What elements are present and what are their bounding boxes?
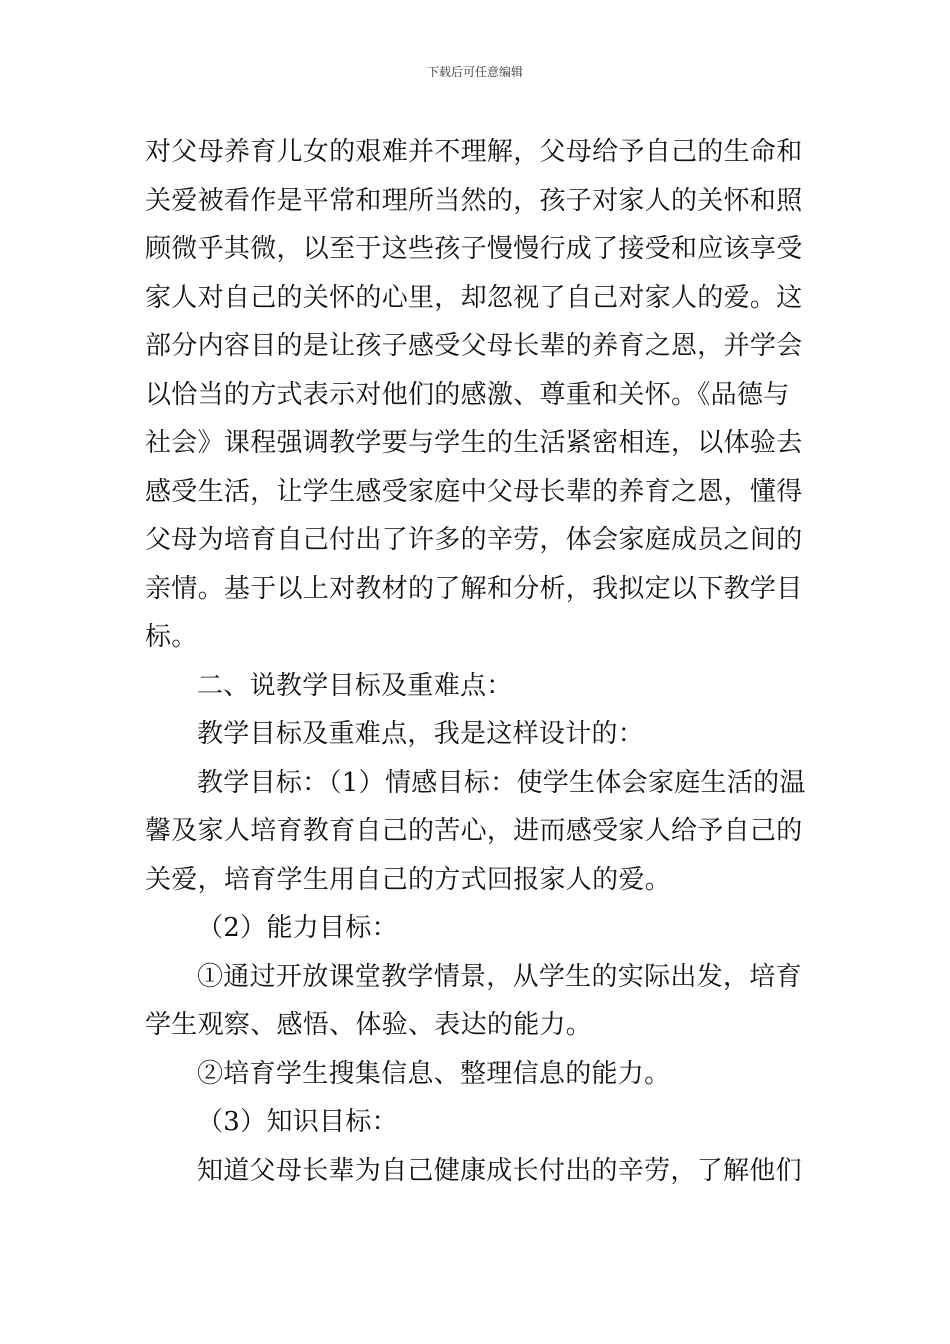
text-line: 顾微乎其微，以至于这些孩子慢慢行成了接受和应该享受 [145,234,803,264]
text-line: 社会》课程强调教学要与学生的生活紧密相连，以体验去 [145,428,803,458]
text-line: 父母为培育自己付出了许多的辛劳，体会家庭成员之间的 [145,525,803,555]
text-line: 亲情。基于以上对教材的了解和分析，我拟定以下教学目 [145,573,803,604]
text-line: ①通过开放课堂教学情景，从学生的实际出发，培育 [197,961,802,992]
text-line: 知道父母长辈为自己健康成长付出的辛劳，了解他们 [197,1155,802,1186]
text-line: ②培育学生搜集信息、整理信息的能力。 [197,1058,671,1089]
document-body [145,128,807,1195]
text-line: 部分内容目的是让孩子感受父母长辈的养育之恩，并学会 [145,331,803,361]
page-header: 下载后可任意编辑 [426,65,523,79]
text-line: 教学目标：（1）情感目标：使学生体会家庭生活的温 [197,767,806,798]
text-line: 关爱被看作是平常和理所当然的，孩子对家人的关怀和照 [145,185,803,216]
text-line: 感受生活，让学生感受家庭中父母长辈的养育之恩，懂得 [145,476,803,507]
sub-heading: （2）能力目标： [197,913,398,943]
text-line: 标。 [145,622,198,652]
text-line: 关爱，培育学生用自己的方式回报家人的爱。 [145,864,672,895]
sub-heading: （3）知识目标： [197,1107,398,1137]
text-line: 以恰当的方式表示对他们的感激、尊重和关怀。《品德与 [145,379,790,410]
text-line: 学生观察、感悟、体验、表达的能力。 [145,1010,593,1040]
text-line: 教学目标及重难点，我是这样设计的： [197,719,645,749]
text-line: 对父母养育儿女的艰难并不理解，父母给予自己的生命和 [145,137,803,167]
text-line: 家人对自己的关怀的心里，却忽视了自己对家人的爱。这 [145,282,803,313]
text-line: 馨及家人培育教育自己的苦心，进而感受家人给予自己的 [145,816,803,846]
section-heading: 二、说教学目标及重难点： [197,670,513,701]
